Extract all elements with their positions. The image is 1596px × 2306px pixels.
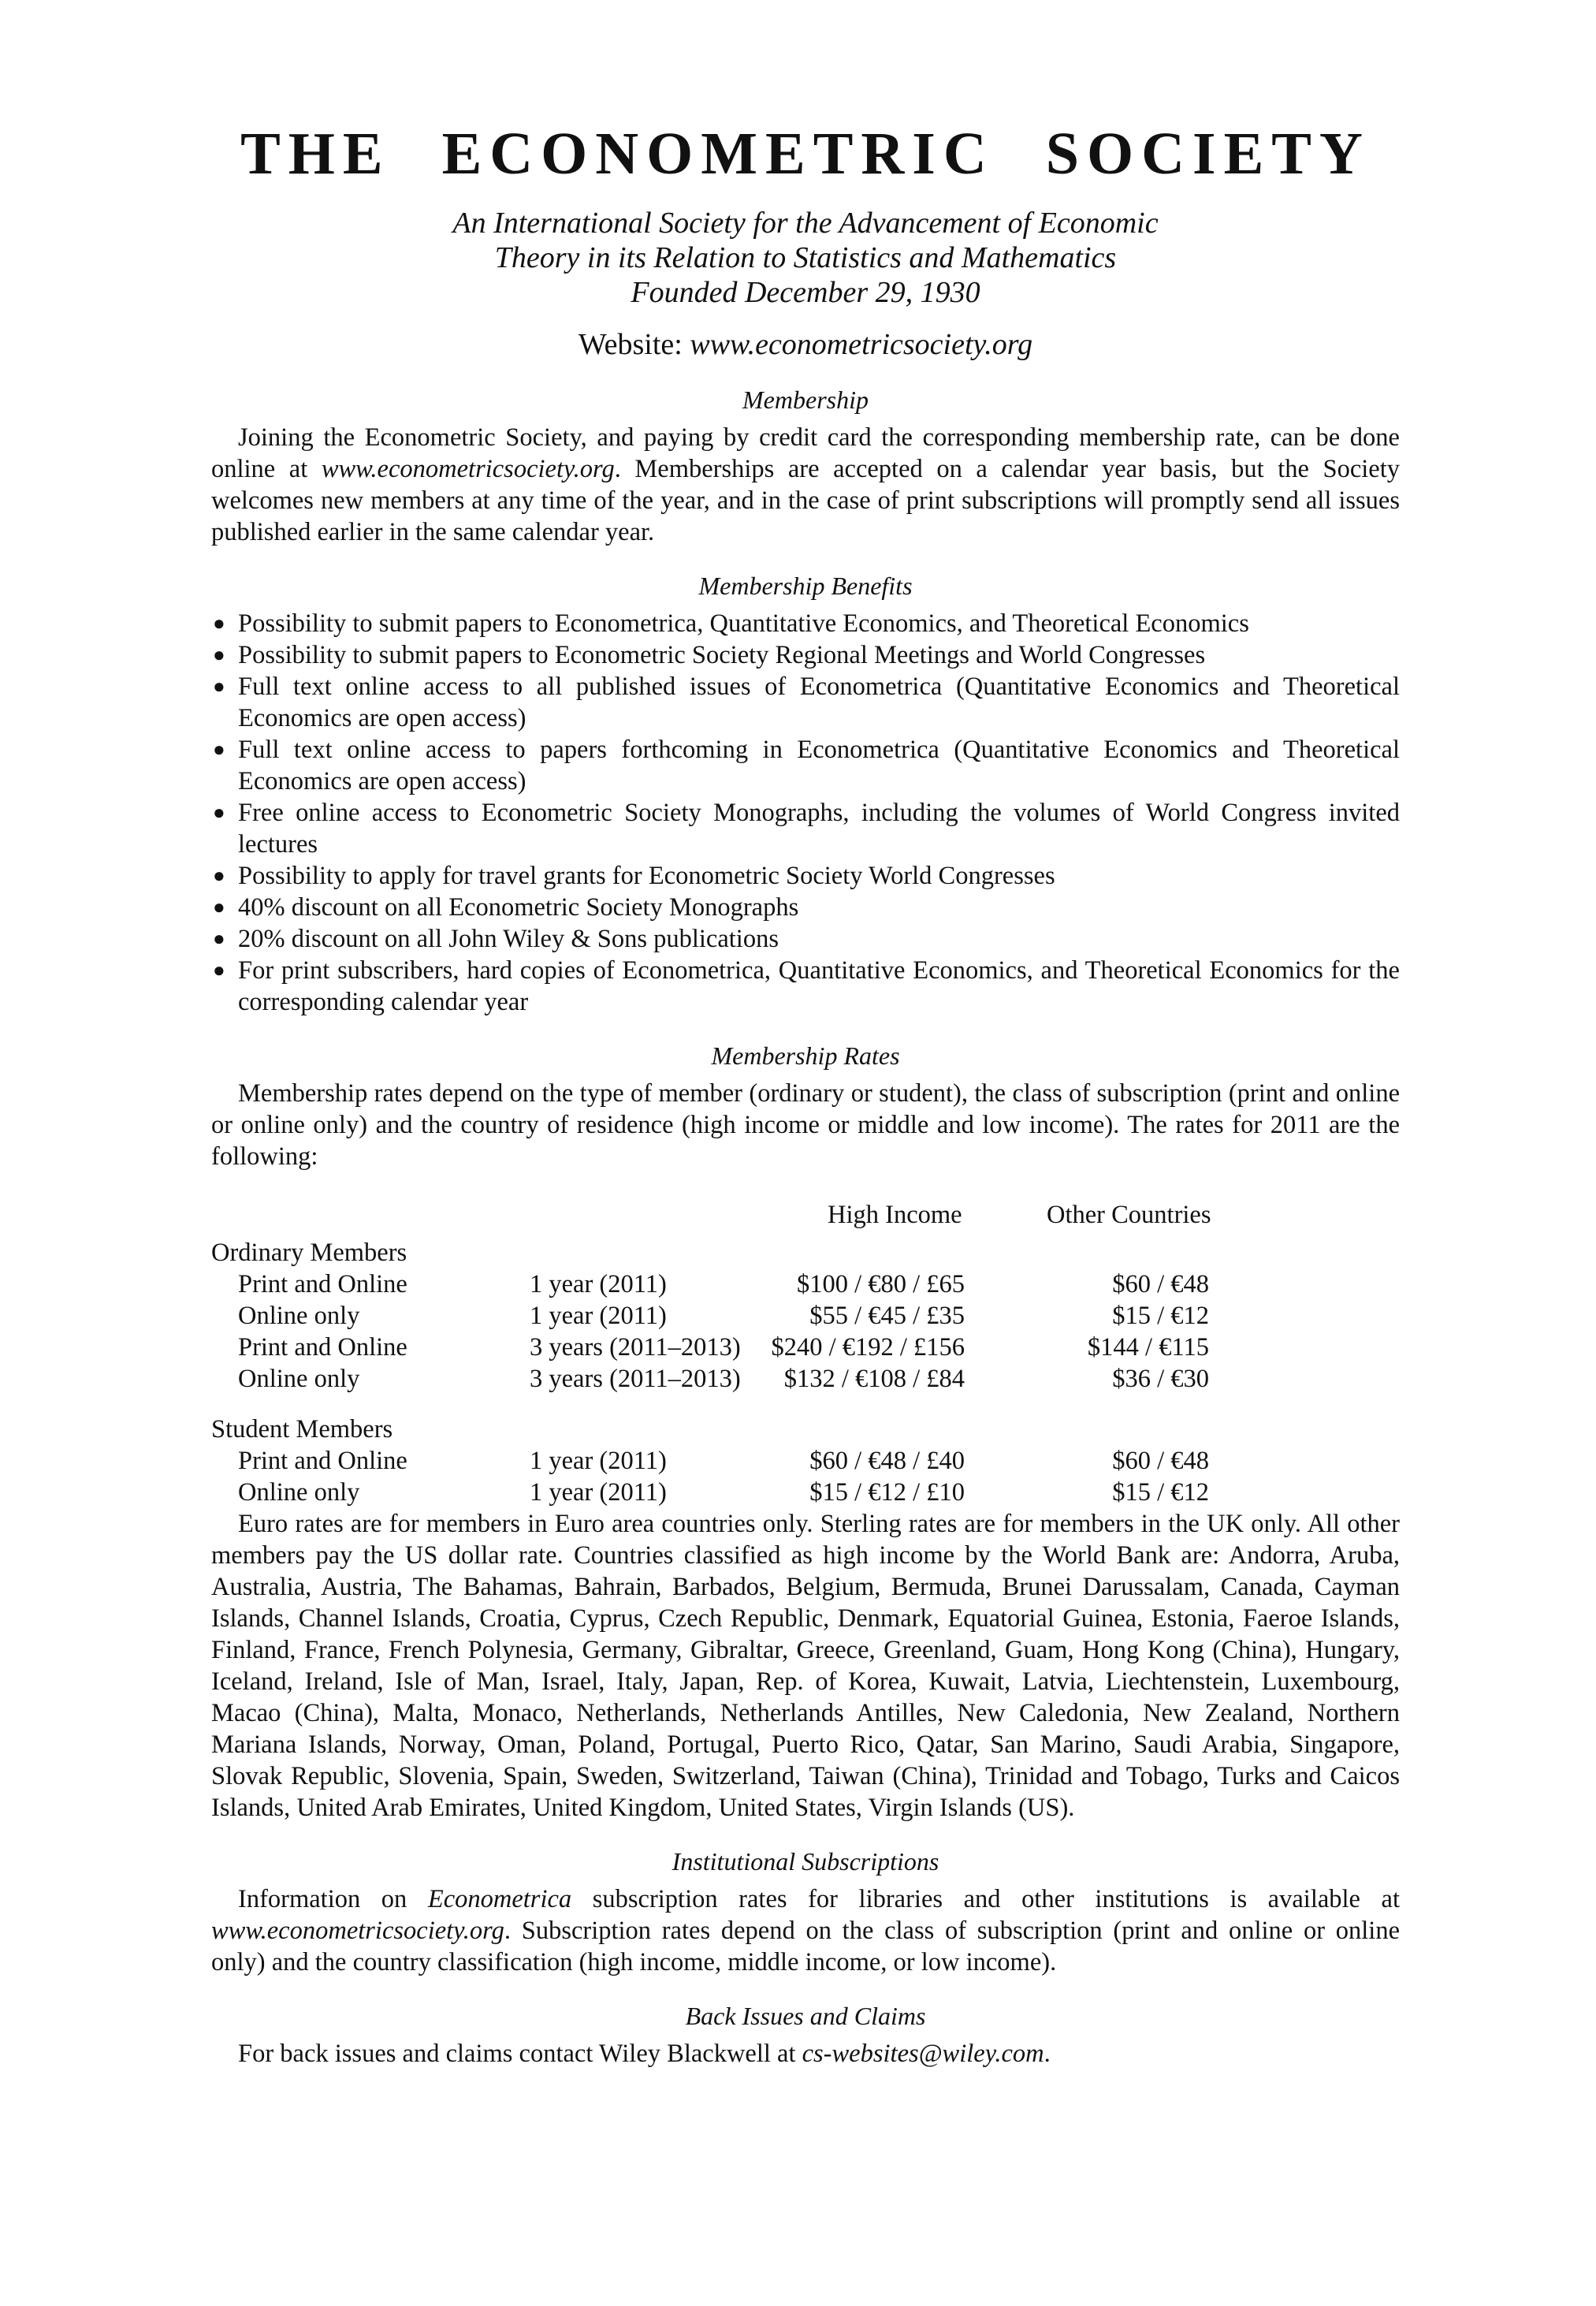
rates-note: Euro rates are for members in Euro area countries only. Sterling rates are for members in the UK only. All other members pay the US dollar rate. Countries classified as high income by the World Bank are: Andorra, Aruba, Australia, Austria, The Bahamas, Bahrain, Barbados, Belgium, Bermuda, Brunei Darussalam, Canada, Cayman Islands, Channel Islands, Croatia, Cyprus, Czech Republic, Denmark, Equatorial Guinea, Estonia, Faeroe Islands, Finland, France, French Polynesia, Germany, Gibraltar, Greece, Greenland, Guam, Hong Kong (China), Hungary, Iceland, Ireland, Isle of Man, Israel, Italy, Japan, Rep. of Korea, Kuwait, Latvia, Liechtenstein, Luxembourg, Macao (China), Malta, Monaco, Netherlands, Netherlands Antilles, New Caledonia, New Zealand, Northern Mariana Islands, Norway, Oman, Poland, Portugal, Puerto Rico, Qatar, San Marino, Saudi Arabia, Singapore, Slovak Republic, Slovenia, Spain, Sweden, Switzerland, Taiwan (China), Trinidad and Tobago, Turks and Caicos Islands, United Arab Emirates, United Kingdom, United States, Virgin Islands (US).	[211, 1510, 1400, 1823]
website-link[interactable]: www.econometricsociety.org	[690, 328, 1033, 362]
rates-intro: Membership rates depend on the type of member (ordinary or student), the class of subscription (print and online or online only) and the country of residence (high income or middle and low income). The rates for 2011 are the following:	[211, 1079, 1400, 1172]
journal-name: Econometrica	[427, 1885, 572, 1914]
back-issues-heading: Back Issues and Claims	[685, 2002, 926, 2031]
founded-date: Founded December 29, 1930	[631, 276, 980, 310]
list-item: ● 20% discount on all John Wiley & Sons publications	[213, 925, 779, 954]
table-row: Online only 1 year (2011) $55 / €45 / £35 $15 / €12	[238, 1302, 1209, 1331]
table-row: Online only 3 years (2011–2013) $132 / €108 / £84 $36 / €30	[238, 1365, 1209, 1394]
society-subtitle	[211, 206, 1400, 310]
ordinary-members-label: Ordinary Members	[211, 1239, 407, 1268]
list-item: ● Full text online access to all published issues of Econometrica (Quantitative Economics and Theoretical Economics are open access)	[213, 672, 1400, 733]
subtitle-line-2: Theory in its Relation to Statistics and Mathematics	[494, 241, 1117, 275]
table-row: Print and Online 3 years (2011–2013) $240 / €192 / £156 $144 / €115	[238, 1333, 1209, 1362]
subtitle-line-1: An International Society for the Advancement of Economic	[452, 207, 1159, 240]
institutional-heading: Institutional Subscriptions	[672, 1847, 939, 1876]
rates-table-header	[211, 1199, 1400, 1237]
membership-link[interactable]: www.econometricsociety.org	[321, 455, 615, 484]
benefits-list	[211, 608, 1400, 1018]
list-item: ● Full text online access to papers forthcoming in Econometrica (Quantitative Economics and Theoretical Economics are open access)	[213, 736, 1400, 796]
table-row: Online only 1 year (2011) $15 / €12 / £10 $15 / €12	[238, 1478, 1209, 1507]
list-item: ● Possibility to submit papers to Econometrica, Quantitative Economics, and Theoretical Economics	[213, 609, 1249, 639]
rates-heading: Membership Rates	[711, 1041, 900, 1071]
list-item: ● For print subscribers, hard copies of Econometrica, Quantitative Economics, and Theoretical Economics for the corresponding calendar year	[213, 956, 1400, 1017]
society-title: THE ECONOMETRIC SOCIETY	[240, 121, 1371, 187]
institutional-paragraph: Information on Econometrica subscription rates for libraries and other institutions is available at www.econometricsociety.org. Subscription rates depend on the class of subscription (print and online or online only) and the country classification (high income, middle income, or low income).	[211, 1885, 1400, 1977]
website-line	[211, 327, 1400, 362]
membership-paragraph: Joining the Econometric Society, and paying by credit card the corresponding membership rate, can be done online at www.econometricsociety.org. Memberships are accepted on a calendar year basis, but the Society welcomes new members at any time of the year, and in the case of print subscriptions will promptly send all issues published earlier in the same calendar year.	[211, 423, 1400, 547]
table-row: Print and Online 1 year (2011) $60 / €48 / £40 $60 / €48	[238, 1447, 1209, 1476]
column-high-income: High Income	[828, 1201, 962, 1230]
back-issues-paragraph: For back issues and claims contact Wiley Blackwell at cs-websites@wiley.com.	[238, 2040, 1051, 2069]
benefits-heading: Membership Benefits	[698, 572, 913, 601]
list-item: ● Possibility to submit papers to Econometric Society Regional Meetings and World Congresses	[213, 641, 1206, 670]
list-item: ● Possibility to apply for travel grants for Econometric Society World Congresses	[213, 862, 1055, 891]
website-label: Website:	[578, 328, 683, 362]
rates-table	[211, 1199, 1400, 1508]
table-row: Print and Online 1 year (2011) $100 / €80 / £65 $60 / €48	[238, 1270, 1209, 1299]
list-item: ● 40% discount on all Econometric Society Monographs	[213, 893, 799, 922]
document-page	[211, 118, 1400, 2069]
contact-email-link[interactable]: cs-websites@wiley.com	[802, 2040, 1044, 2069]
list-item: ● Free online access to Econometric Society Monographs, including the volumes of World Congress invited lectures	[213, 799, 1400, 859]
column-other-countries: Other Countries	[1047, 1201, 1211, 1230]
student-members-label: Student Members	[211, 1415, 393, 1444]
institutional-link[interactable]: www.econometricsociety.org	[211, 1917, 504, 1946]
membership-heading: Membership	[742, 386, 869, 415]
